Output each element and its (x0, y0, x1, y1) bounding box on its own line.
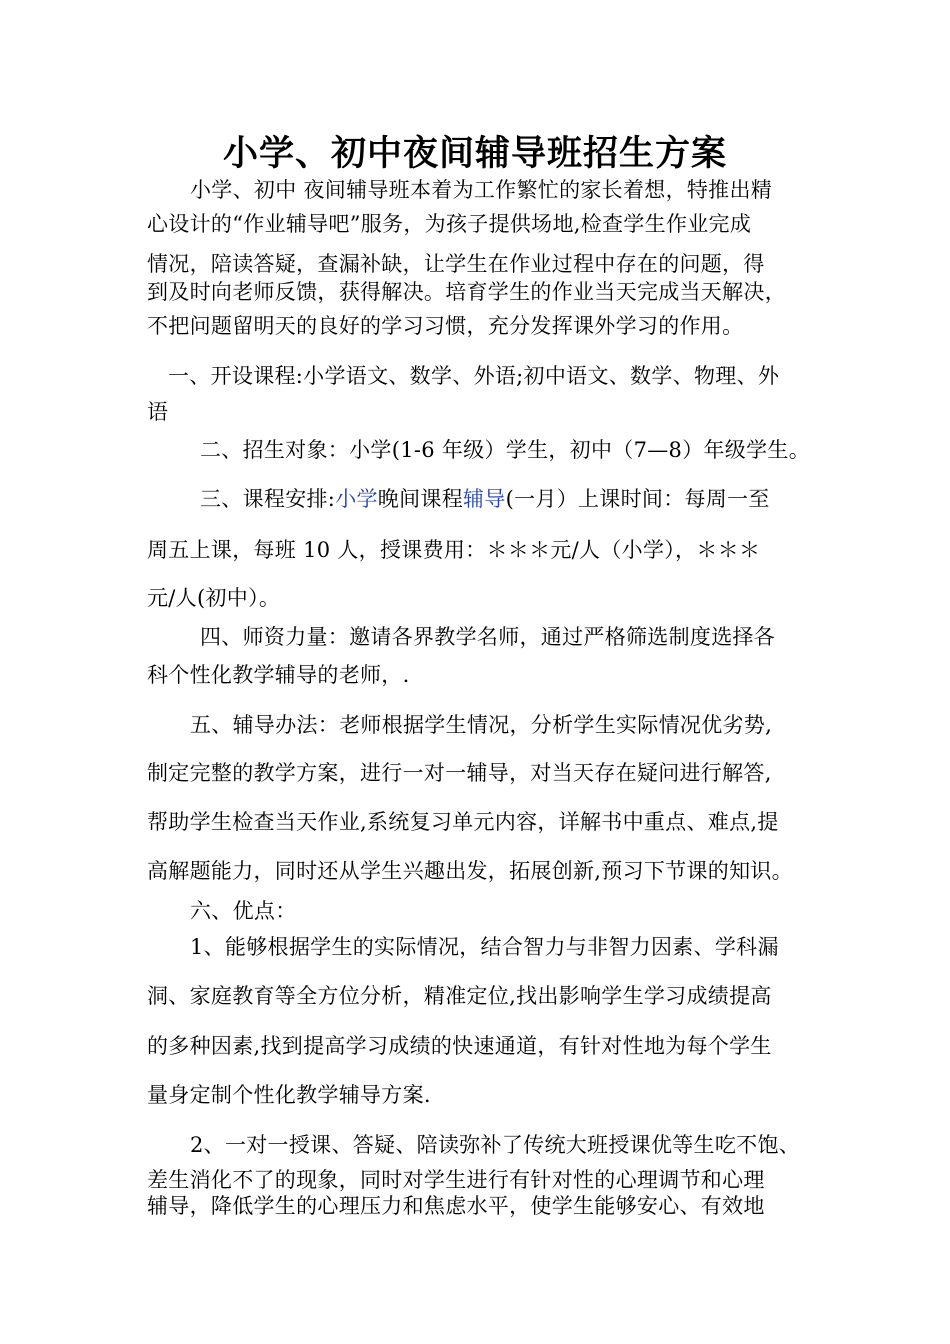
advantage-line: 的多种因素,找到提高学习成绩的快速通道，有针对性地为每个学生 (147, 1034, 772, 1058)
primary-school-link[interactable]: 小学 (335, 487, 378, 511)
intro-line: 情况，陪读答疑，查漏补缺，让学生在作业过程中存在的问题，得 (147, 252, 765, 276)
courses-line: 一、开设课程:小学语文、数学、外语;初中语文、数学、物理、外 (168, 364, 780, 388)
advantages-heading: 六、优点： (190, 899, 297, 923)
advantage-line: 2、一对一授课、答疑、陪读弥补了传统大班授课优等生吃不饱、 (190, 1133, 801, 1157)
schedule-line (200, 486, 770, 512)
intro-line: 不把问题留明天的良好的学习习惯，充分发挥课外学习的作用。 (147, 314, 744, 338)
courses-line: 语 (147, 400, 169, 424)
intro-line: 到及时向老师反馈，获得解决。培育学生的作业当天完成当天解决， (147, 280, 786, 304)
schedule-mid: 晚间课程 (377, 487, 463, 511)
intro-line: 小学、初中 夜间辅导班本着为工作繁忙的家长着想，特推出精 (190, 178, 773, 202)
document-title: 小学、初中夜间辅导班招生方案 (222, 134, 727, 174)
methods-line: 五、辅导办法：老师根据学生情况，分析学生实际情况优劣势, (190, 713, 773, 737)
intro-line: 心设计的“作业辅导吧”服务，为孩子提供场地,检查学生作业完成 (147, 212, 752, 236)
teachers-line: 四、师资力量：邀请各界教学名师，通过严格筛选制度选择各 (200, 625, 776, 649)
advantage-line: 辅导，降低学生的心理压力和焦虑水平，使学生能够安心、有效地 (147, 1194, 765, 1218)
teachers-line: 科个性化教学辅导的老师，. (147, 663, 410, 687)
schedule-line: 元/人(初中）。 (147, 586, 281, 610)
schedule-prefix: 三、课程安排: (200, 487, 336, 511)
schedule-suffix: (一月）上课时间：每周一至 (505, 487, 770, 511)
advantage-line: 1、能够根据学生的实际情况，结合智力与非智力因素、学科漏 (190, 935, 779, 959)
advantage-line: 洞、家庭教育等全方位分析，精准定位,找出影响学生学习成绩提高 (147, 984, 772, 1008)
methods-line: 帮助学生检查当天作业,系统复习单元内容，详解书中重点、难点,提 (147, 810, 779, 834)
schedule-line: 周五上课，每班 10 人，授课费用：＊＊＊元/人（小学），＊＊＊ (147, 538, 761, 562)
tutoring-link[interactable]: 辅导 (463, 487, 506, 511)
methods-line: 高解题能力，同时还从学生兴趣出发，拓展创新,预习下节课的知识。 (147, 859, 793, 883)
targets-line: 二、招生对象：小学(1-6 年级）学生，初中（7—8）年级学生。 (200, 438, 811, 462)
methods-line: 制定完整的教学方案，进行一对一辅导，对当天存在疑问进行解答, (147, 761, 772, 785)
advantage-line: 量身定制个性化教学辅导方案. (147, 1083, 431, 1107)
advantage-line: 差生消化不了的现象，同时对学生进行有针对性的心理调节和心理 (147, 1168, 765, 1192)
